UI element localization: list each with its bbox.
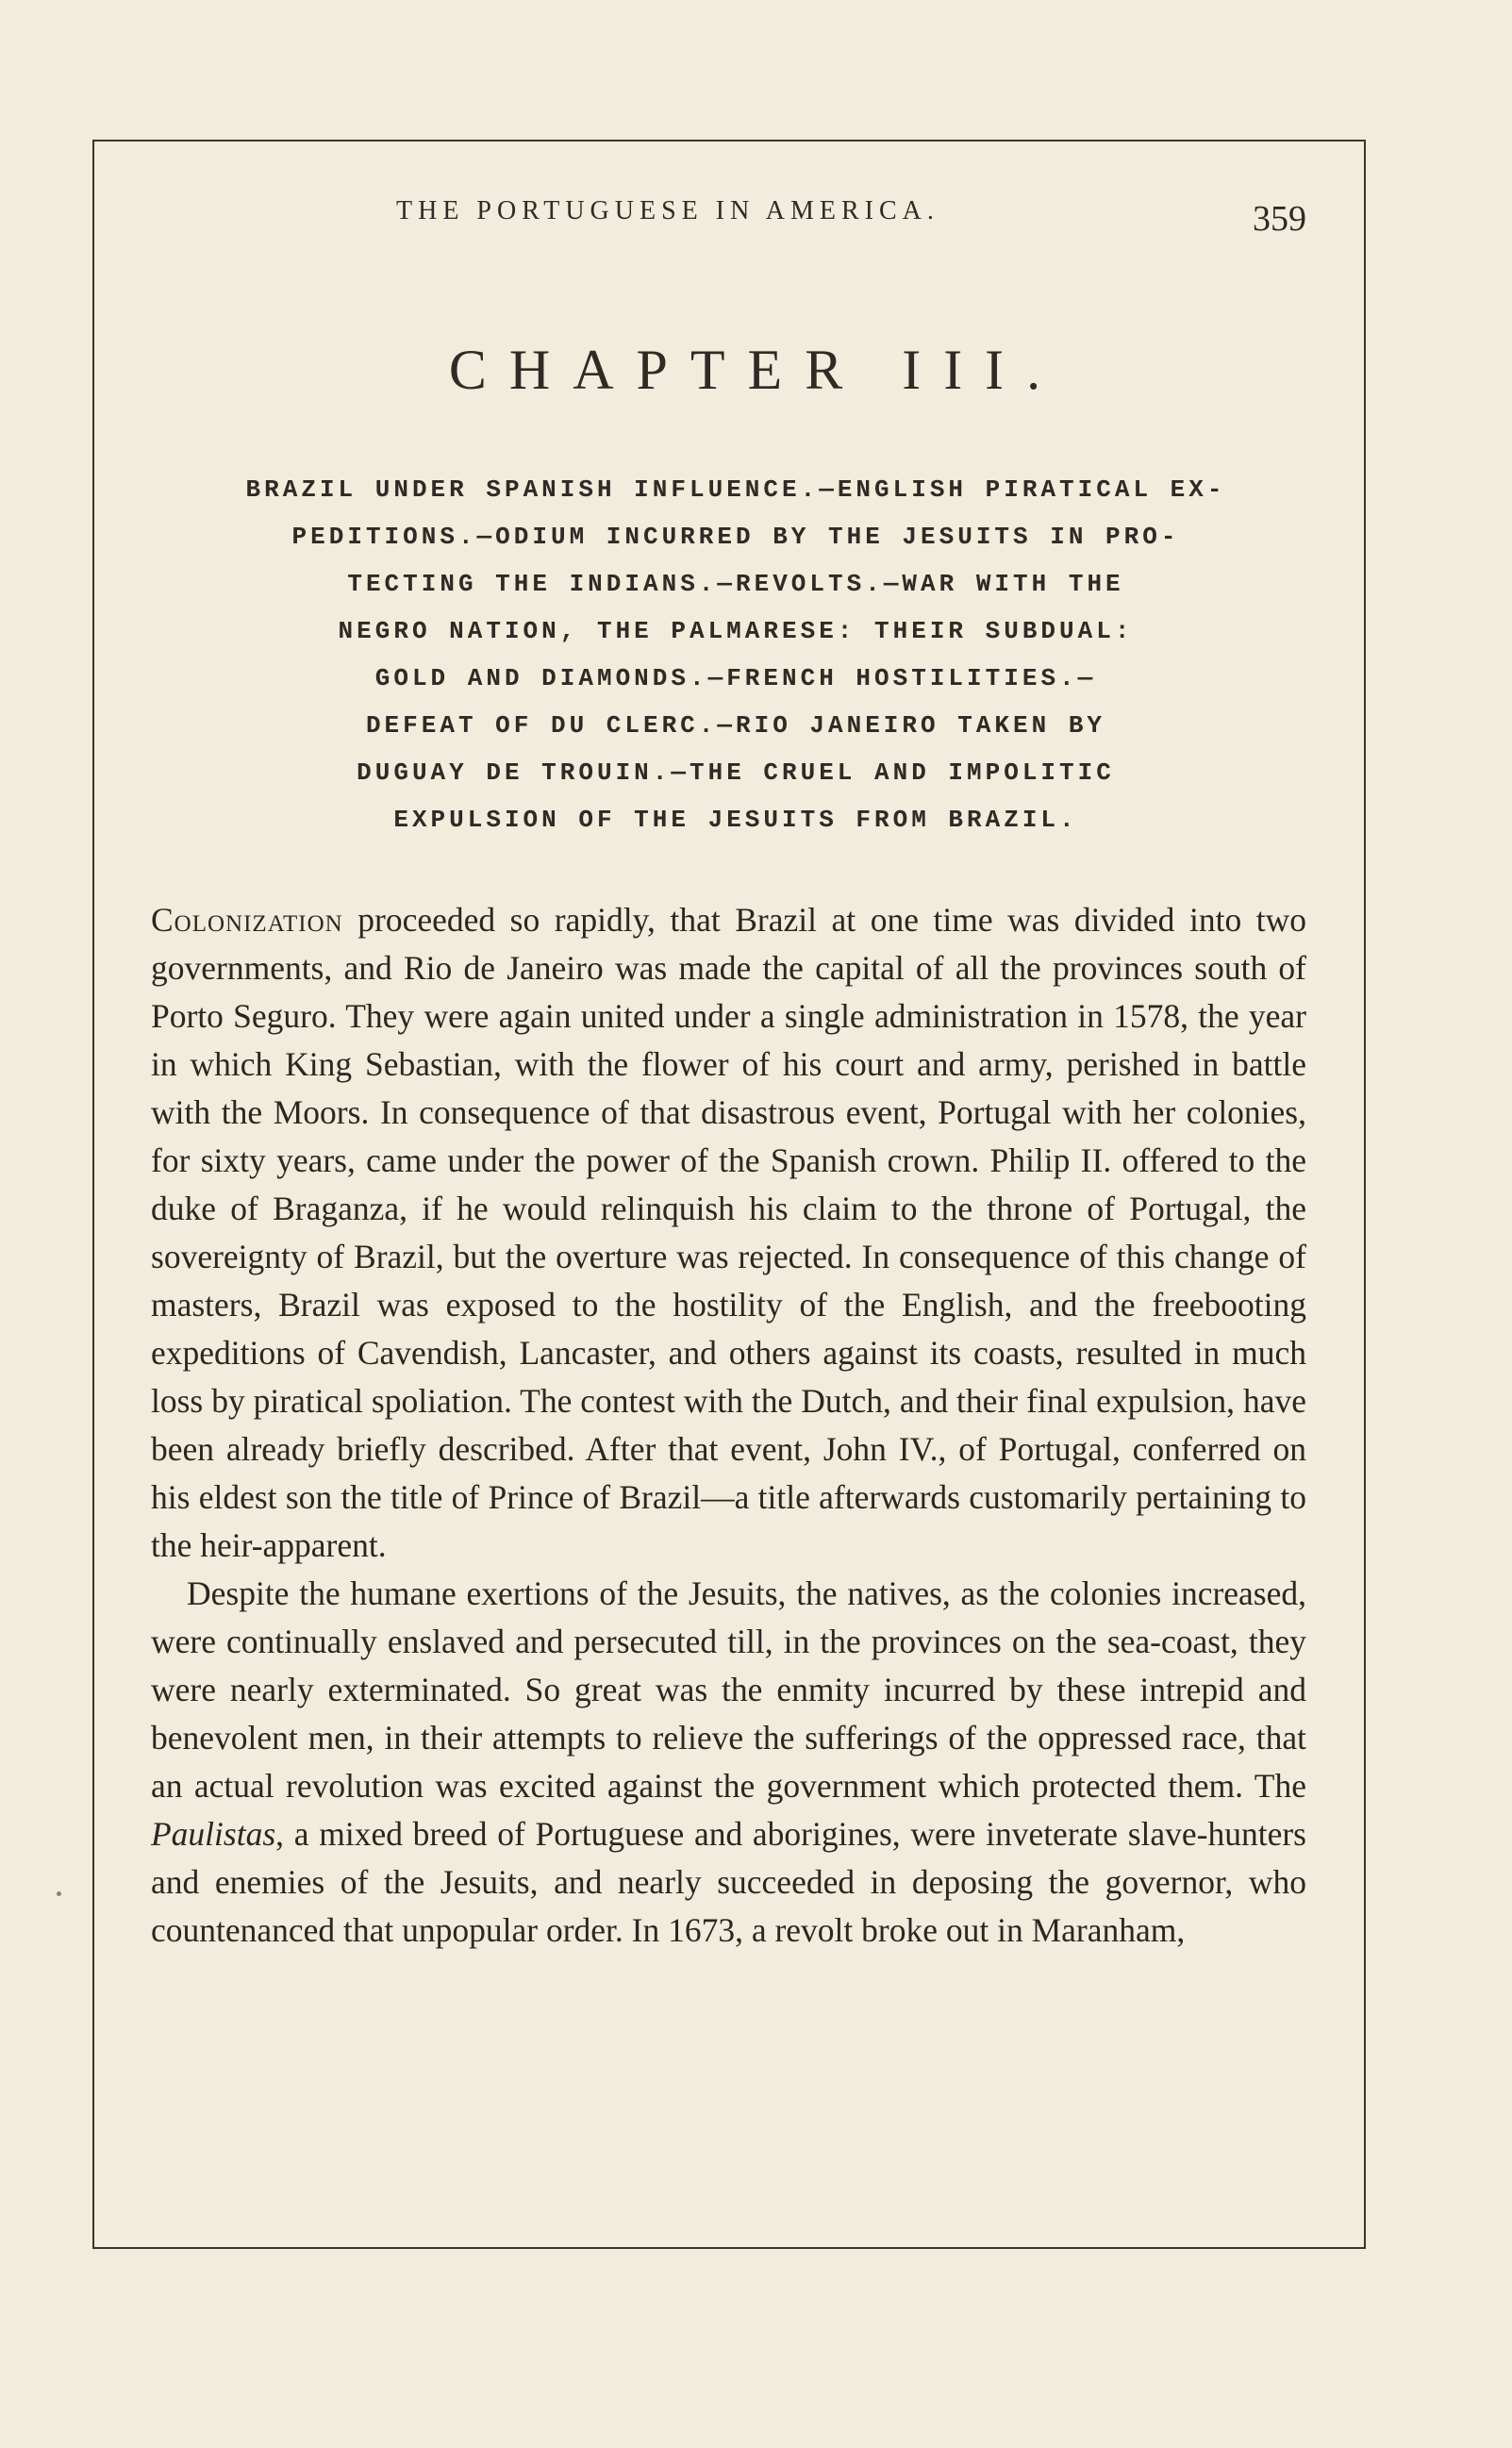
paragraph [151, 896, 1306, 1570]
paragraph-text: Despite the humane exertions of the Jesuits, the natives, as the colonies increased, were continually enslaved and persecuted till, in the provinces on the sea-coast, they were nearly exterminated. So great was the enmity incurred by these intrepid and benevolent men, in their attempts to relieve the sufferings of the oppressed race, that an actual revolution was excited against the government which protected them. The [151, 1574, 1306, 1805]
body-text [151, 896, 1306, 1955]
synopsis-line: BRAZIL UNDER SPANISH INFLUENCE.—ENGLISH PIRATICAL EX- [245, 475, 1226, 504]
synopsis-line: EXPULSION OF THE JESUITS FROM BRAZIL. [393, 806, 1078, 834]
synopsis-line: PEDITIONS.—ODIUM INCURRED BY THE JESUITS IN PRO- [291, 523, 1180, 551]
chapter-title: CHAPTER III. [448, 339, 1064, 401]
paragraph-text: , a mixed breed of Portuguese and aborigines, were inveterate slave-hunters and enemies of the Jesuits, and nearly succeeded in deposing the governor, who countenanced that unpopular order. In 1673, a revolt broke out in Maranham, [151, 1815, 1306, 1949]
chapter-synopsis [160, 466, 1311, 843]
synopsis-line: GOLD AND DIAMONDS.—FRENCH HOSTILITIES.— [374, 664, 1097, 692]
synopsis-line: TECTING THE INDIANS.—REVOLTS.—WAR WITH THE [347, 570, 1124, 598]
paragraph-text: proceeded so rapidly, that Brazil at one time was divided into two governments, and Rio de Janeiro was made the capital of all the provinces south of Porto Seguro. They were again united under a single administration in 1578, the year in which King Sebastian, with the flower of his court and army, perished in battle with the Moors. In consequence of that disastrous event, Portugal with her colonies, for sixty years, came under the power of the Spanish crown. Philip II. offered to the duke of Braganza, if he would relinquish his claim to the throne of Portugal, the sovereignty of Brazil, but the overture was rejected. In consequence of this change of masters, Brazil was exposed to the hostility of the English, and the freebooting expeditions of Cavendish, Lancaster, and others against its coasts, resulted in much loss by piratical spoliation. The contest with the Dutch, and their final expulsion, have been already briefly described. After that event, John IV., of Portugal, conferred on his eldest son the title of Prince of Brazil—a title afterwards customarily pertaining to the heir-apparent. [151, 901, 1306, 1564]
paragraph [151, 1570, 1306, 1955]
running-head: THE PORTUGUESE IN AMERICA. [396, 196, 939, 225]
italic-term: Paulistas [151, 1815, 276, 1853]
synopsis-line: NEGRO NATION, THE PALMARESE: THEIR SUBDUAL: [338, 617, 1134, 645]
synopsis-line: DEFEAT OF DU CLERC.—RIO JANEIRO TAKEN BY [365, 711, 1106, 740]
margin-speck [57, 1891, 61, 1896]
paragraph-lead-word: Colonization [151, 901, 343, 939]
page-number: 359 [1253, 199, 1306, 239]
synopsis-line: DUGUAY DE TROUIN.—THE CRUEL AND IMPOLITIC [357, 758, 1115, 787]
